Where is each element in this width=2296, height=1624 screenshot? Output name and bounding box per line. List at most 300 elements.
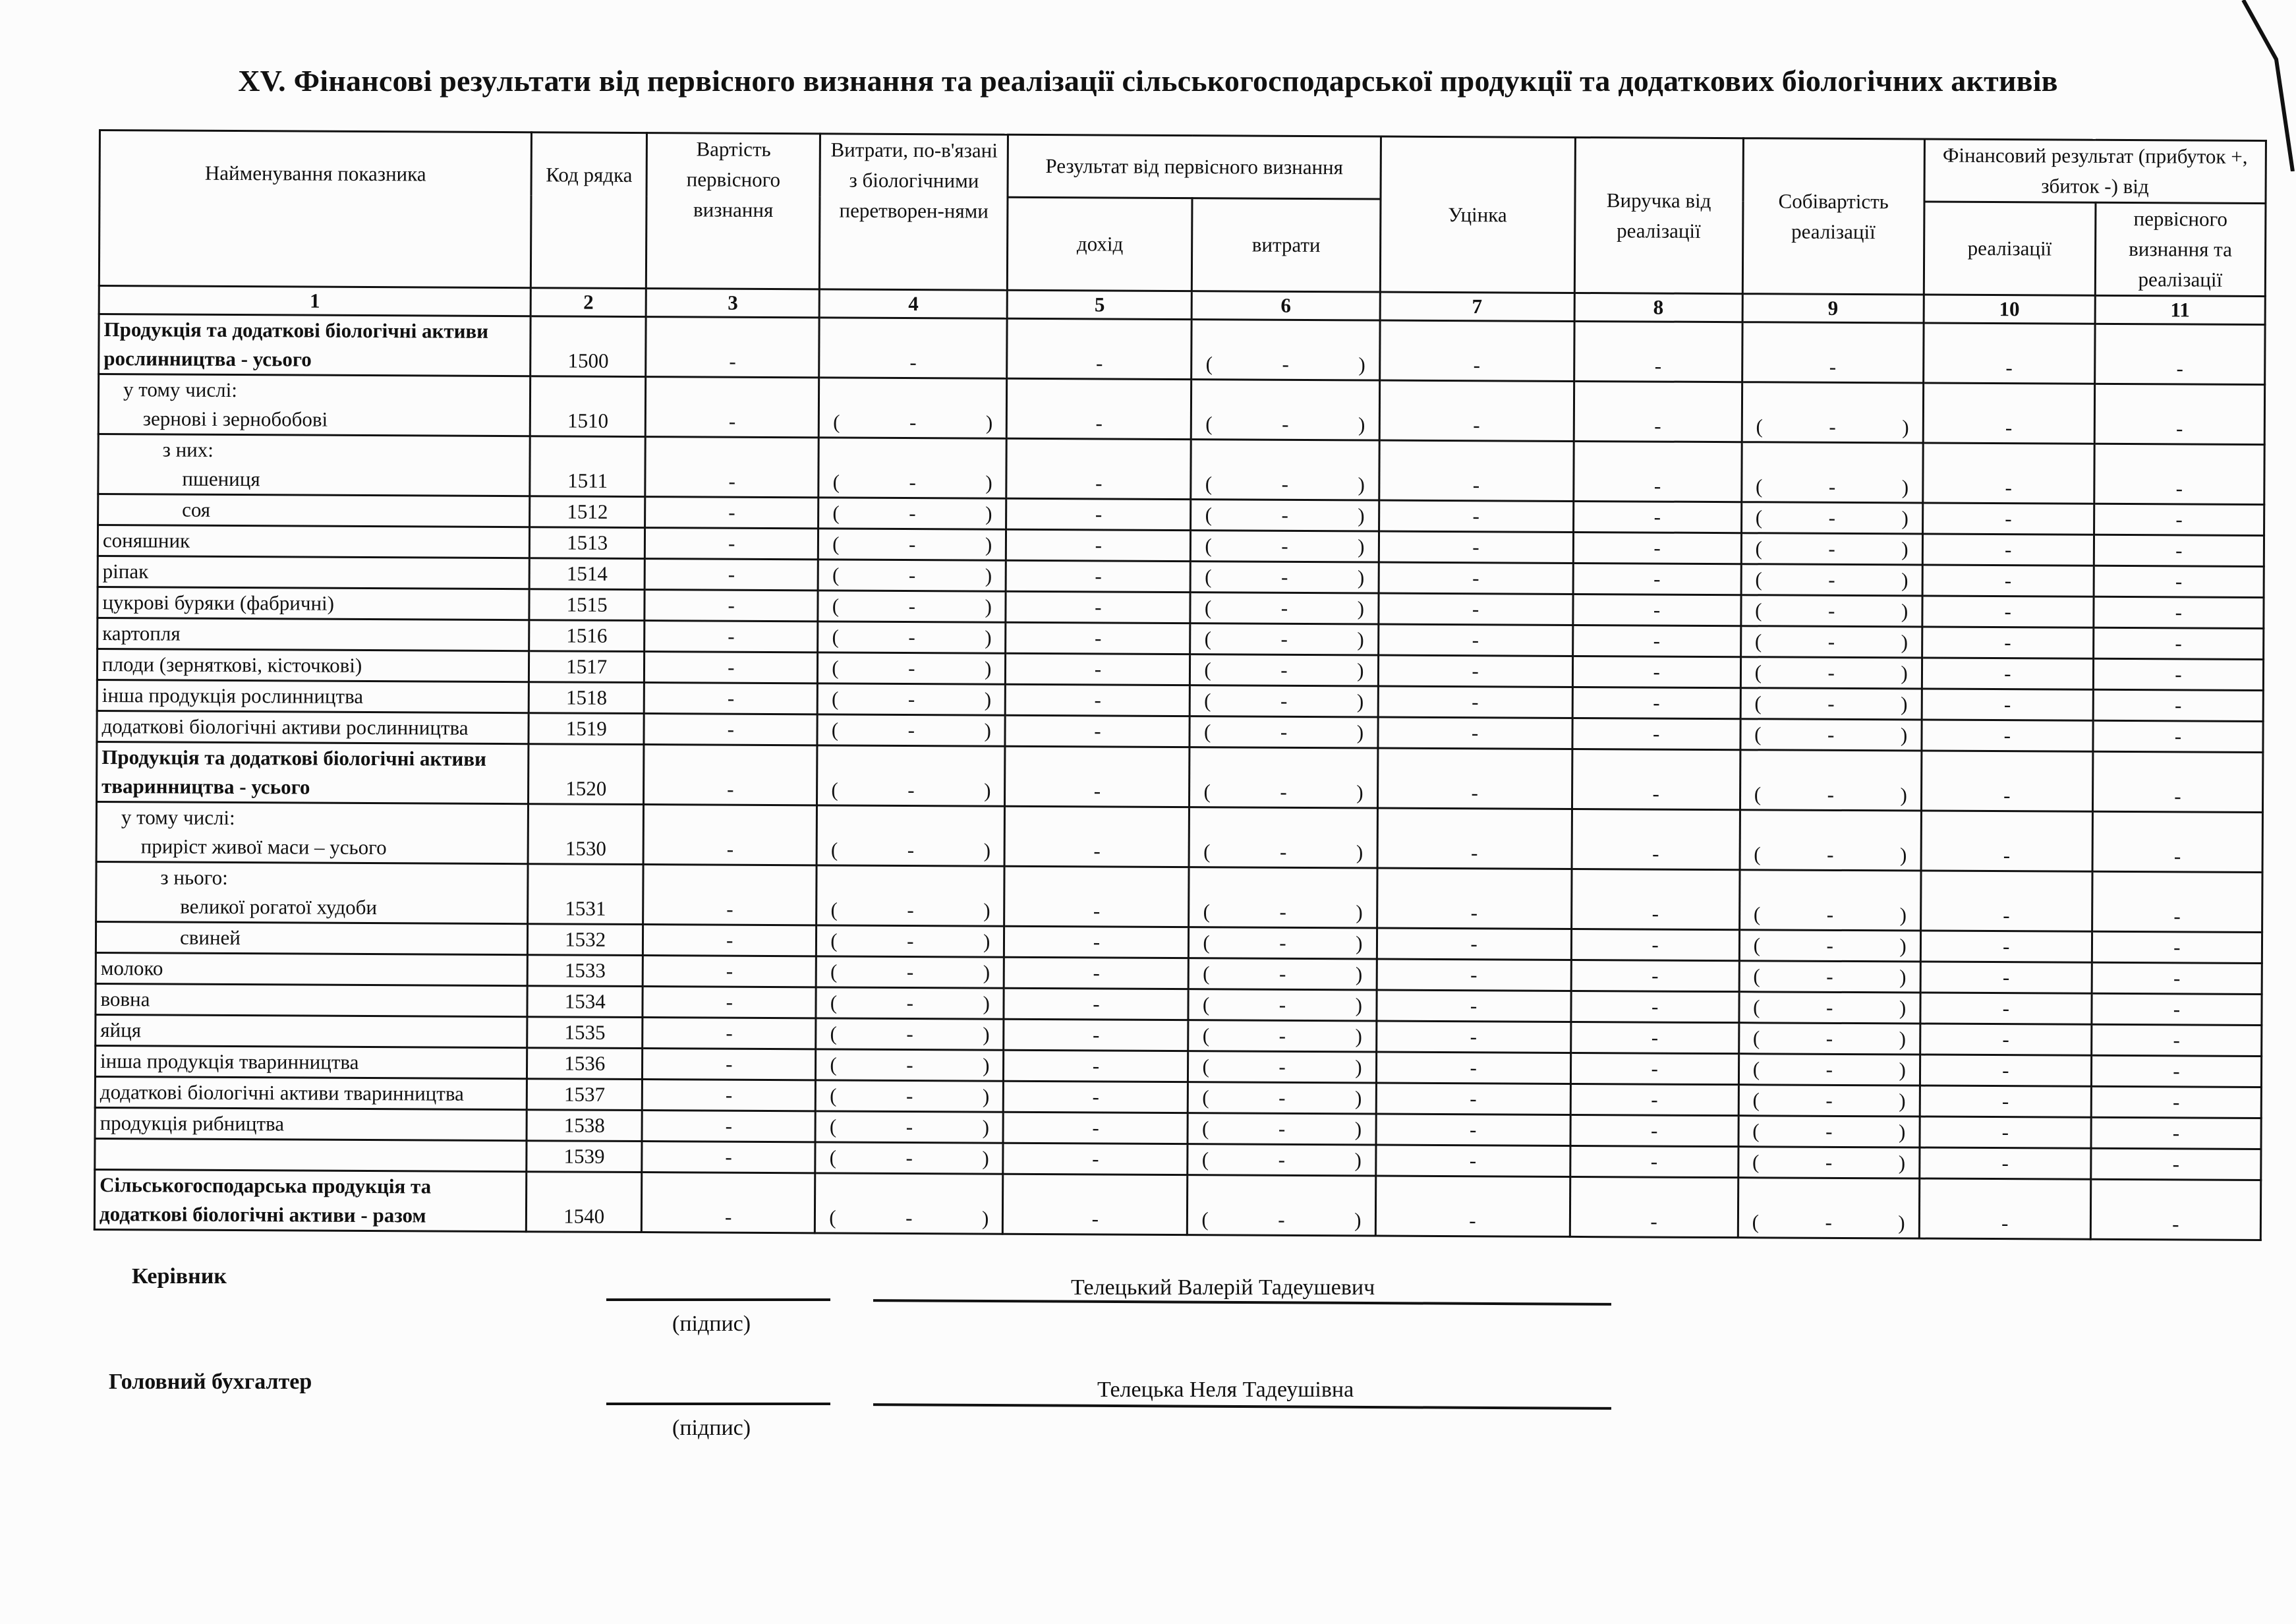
value-cell: -: [1376, 1021, 1570, 1053]
page-title: XV. Фінансові результати від первісного визнання та реалізації сільськогосподарської продукції та додаткових біологічних активів: [238, 64, 2058, 98]
value-cell: [817, 745, 1006, 806]
cell-value: -: [905, 1115, 913, 1139]
open-paren: (: [1203, 840, 1211, 863]
value-cell: -: [1572, 749, 1740, 809]
cell-value: -: [1279, 931, 1286, 954]
open-paren: (: [1203, 720, 1211, 743]
value-cell: [1740, 688, 1922, 720]
value-cell: -: [2094, 444, 2265, 504]
value-cell: -: [1005, 715, 1190, 747]
cell-value: -: [1278, 1055, 1286, 1078]
value-cell: -: [1379, 500, 1573, 532]
value-cell: -: [2094, 324, 2265, 384]
value-cell: [1740, 719, 1922, 751]
value-cell: -: [1377, 748, 1572, 809]
value-cell: -: [1377, 928, 1571, 960]
value-cell: -: [643, 805, 817, 865]
row-label: великої рогатої худоби: [180, 894, 378, 919]
value-cell: [816, 1080, 1004, 1112]
header-initial-cost: Вартість первісного визнання: [646, 133, 820, 289]
value-cell: -: [645, 652, 818, 683]
row-name: [96, 1014, 527, 1047]
open-paren: (: [1205, 534, 1212, 558]
column-number: 4: [819, 289, 1007, 318]
row-name: [99, 314, 531, 376]
close-paren: ): [985, 564, 992, 587]
value-cell: -: [645, 528, 818, 560]
value-cell: -: [643, 987, 816, 1018]
row-label: вовна: [100, 987, 150, 1011]
close-paren: ): [1358, 504, 1365, 527]
row-label: яйця: [100, 1018, 142, 1042]
row-prefix: з нього:: [160, 865, 228, 889]
value-cell: -: [1378, 624, 1572, 656]
row-label: інша продукція тваринництва: [100, 1049, 359, 1074]
close-paren: ): [1355, 962, 1363, 986]
column-number: 9: [1742, 294, 1924, 323]
value-cell: -: [643, 1018, 816, 1049]
value-cell: -: [2093, 720, 2263, 752]
close-paren: ): [1356, 840, 1363, 864]
close-paren: ): [1354, 1208, 1362, 1232]
value-cell: -: [1570, 1053, 1738, 1084]
open-paren: (: [1753, 964, 1760, 988]
close-paren: ): [1901, 630, 1909, 654]
value-cell: [1739, 961, 1920, 993]
close-paren: ): [982, 1146, 989, 1170]
value-cell: -: [1920, 931, 2092, 962]
header-expenses: витрати: [1192, 198, 1381, 292]
open-paren: (: [829, 1146, 837, 1169]
value-cell: -: [1004, 866, 1190, 927]
cell-value: -: [1278, 993, 1286, 1016]
value-cell: -: [1006, 622, 1190, 654]
close-paren: ): [1358, 353, 1365, 376]
value-cell: -: [1922, 689, 2093, 720]
value-cell: [1740, 657, 1922, 689]
value-cell: [816, 1049, 1004, 1081]
director-label: Керівник: [132, 1264, 227, 1289]
close-paren: ): [984, 718, 992, 742]
close-paren: ): [1900, 843, 1907, 867]
row-code: 1511: [530, 436, 645, 497]
value-cell: [1190, 654, 1378, 686]
value-cell: -: [1377, 717, 1572, 749]
row-code: 1539: [527, 1141, 642, 1173]
open-paren: (: [1754, 722, 1762, 746]
value-cell: [817, 865, 1005, 926]
value-cell: [1741, 442, 1923, 503]
open-paren: (: [832, 563, 840, 587]
open-paren: (: [1753, 902, 1761, 926]
table-body: [94, 314, 2265, 1240]
close-paren: ): [982, 1115, 990, 1139]
value-cell: -: [1006, 560, 1190, 592]
close-paren: ): [1358, 413, 1365, 436]
value-cell: -: [1376, 990, 1570, 1022]
row-label: інша продукція рослинництва: [101, 683, 364, 708]
value-cell: -: [1920, 962, 2092, 993]
open-paren: (: [1202, 1055, 1209, 1078]
open-paren: (: [1752, 1026, 1760, 1050]
close-paren: ): [984, 778, 991, 802]
cell-value: -: [906, 1022, 913, 1046]
cell-value: -: [1825, 1088, 1833, 1112]
value-cell: [1191, 500, 1379, 531]
cell-value: -: [1825, 1150, 1833, 1174]
open-paren: (: [1752, 1088, 1760, 1112]
value-cell: [1740, 626, 1922, 658]
value-cell: [817, 925, 1004, 957]
cell-value: -: [906, 1053, 913, 1077]
cell-value: -: [1828, 536, 1835, 560]
open-paren: (: [1755, 536, 1763, 560]
value-cell: -: [1922, 627, 2093, 658]
header-fin-result-group: Фінансовий результат (прибуток +, збиток -) від: [1924, 139, 2266, 204]
close-paren: ): [985, 502, 992, 525]
close-paren: ): [1901, 661, 1908, 685]
row-name: [95, 1138, 527, 1171]
close-paren: ): [983, 1053, 990, 1077]
row-prefix: з них:: [162, 438, 214, 461]
value-cell: -: [1004, 957, 1189, 989]
open-paren: (: [829, 1205, 836, 1229]
value-cell: -: [2094, 504, 2264, 535]
row-label: ріпак: [102, 560, 149, 583]
value-cell: [1188, 1113, 1375, 1145]
close-paren: ): [1901, 475, 1909, 499]
value-cell: -: [2092, 931, 2262, 963]
value-cell: -: [642, 1173, 816, 1233]
value-cell: [1190, 685, 1378, 717]
cell-value: -: [1278, 1207, 1285, 1231]
value-cell: -: [2094, 596, 2264, 628]
close-paren: ): [984, 687, 992, 711]
cell-value: -: [907, 929, 914, 953]
open-paren: (: [1754, 629, 1762, 653]
row-name: [96, 983, 527, 1016]
row-code: 1538: [527, 1110, 642, 1142]
cell-value: -: [1279, 840, 1287, 863]
column-number: 2: [531, 288, 646, 317]
value-cell: -: [643, 865, 817, 925]
open-paren: (: [1203, 900, 1211, 923]
row-label: Продукція та додаткові біологічні активи тваринництва - усього: [101, 745, 487, 799]
close-paren: ): [1354, 1148, 1362, 1172]
accountant-name: Телецька Неля Тадеушівна: [1097, 1378, 1354, 1402]
value-cell: -: [2094, 384, 2265, 444]
value-cell: [1188, 1144, 1375, 1176]
row-code: 1532: [528, 924, 643, 956]
value-cell: -: [1922, 503, 2094, 535]
value-cell: -: [1572, 687, 1740, 718]
close-paren: ): [1358, 535, 1365, 558]
value-cell: -: [1572, 625, 1740, 656]
close-paren: ): [1357, 658, 1364, 682]
close-paren: ): [1356, 720, 1364, 744]
open-paren: (: [1752, 1150, 1760, 1174]
value-cell: [818, 438, 1007, 498]
value-cell: -: [1571, 869, 1740, 929]
value-cell: -: [2093, 658, 2263, 690]
row-name: [96, 952, 527, 985]
close-paren: ): [1355, 993, 1363, 1017]
value-cell: -: [645, 437, 819, 498]
header-fin-initial-and-sales: первісного визнання та реалізації: [2095, 202, 2266, 296]
close-paren: ): [1358, 473, 1365, 496]
value-cell: -: [1920, 1147, 2091, 1179]
scan-edge-mark: [2224, 0, 2296, 171]
open-paren: (: [831, 778, 838, 801]
column-number: 3: [646, 289, 819, 318]
value-cell: [1738, 1178, 1920, 1238]
value-cell: -: [1377, 868, 1572, 929]
value-cell: -: [2091, 1024, 2261, 1056]
close-paren: ): [985, 594, 992, 618]
row-label: соя: [182, 498, 211, 521]
cell-value: -: [909, 471, 916, 494]
value-cell: [1738, 1116, 1920, 1147]
value-cell: [818, 591, 1006, 622]
close-paren: ): [1355, 1055, 1362, 1079]
open-paren: (: [832, 687, 839, 710]
value-cell: [1740, 810, 1922, 871]
cell-value: -: [1278, 1024, 1286, 1047]
row-name: [98, 556, 529, 589]
row-prefix: у тому числі:: [123, 378, 237, 402]
close-paren: ): [1355, 1024, 1362, 1048]
value-cell: [1190, 747, 1378, 808]
value-cell: -: [1922, 596, 2094, 627]
open-paren: (: [1755, 475, 1763, 498]
value-cell: -: [644, 714, 817, 745]
open-paren: (: [1201, 1207, 1209, 1231]
row-label: додаткові біологічні активи рослинництва: [101, 714, 469, 740]
value-cell: -: [1007, 378, 1192, 439]
row-label: додаткові біологічні активи тваринництва: [100, 1080, 464, 1105]
value-cell: [818, 652, 1006, 684]
value-cell: -: [2092, 751, 2263, 812]
value-cell: [817, 683, 1005, 715]
value-cell: [1191, 320, 1380, 380]
row-name: [95, 1045, 527, 1078]
cell-value: -: [1825, 1026, 1833, 1050]
row-name: [98, 587, 529, 620]
value-cell: [1738, 1147, 1919, 1178]
row-name: [98, 494, 530, 527]
open-paren: (: [1201, 1116, 1209, 1140]
row-name: [96, 801, 529, 863]
value-cell: -: [1921, 811, 2093, 871]
header-income: дохід: [1008, 197, 1193, 291]
value-cell: -: [646, 317, 820, 378]
value-cell: [817, 805, 1005, 866]
value-cell: -: [1919, 1178, 2091, 1239]
cell-value: -: [907, 838, 915, 862]
cell-value: -: [1826, 964, 1833, 988]
cell-value: -: [1280, 689, 1288, 712]
value-cell: [815, 1142, 1003, 1174]
row-code: 1516: [529, 620, 645, 652]
row-label: Сільськогосподарська продукція та додаткові біологічні активи - разом: [99, 1173, 432, 1227]
table-row: [94, 1169, 2260, 1240]
cell-value: -: [1282, 352, 1290, 376]
row-code: 1512: [530, 496, 645, 528]
value-cell: -: [1922, 565, 2094, 596]
value-cell: -: [645, 590, 818, 622]
value-cell: -: [1574, 381, 1742, 442]
cell-value: -: [908, 564, 916, 587]
open-paren: (: [1755, 598, 1762, 622]
value-cell: [1190, 807, 1378, 868]
row-name: [98, 618, 529, 651]
row-name: [97, 741, 529, 803]
value-cell: -: [1572, 718, 1740, 749]
value-cell: -: [1921, 751, 2093, 811]
value-cell: [1741, 502, 1922, 534]
table-row: [98, 434, 2264, 505]
row-name: [96, 861, 529, 923]
close-paren: ): [981, 1206, 989, 1230]
row-name: [94, 1169, 527, 1231]
value-cell: -: [1379, 531, 1573, 563]
close-paren: ): [1357, 566, 1365, 589]
row-code: 1518: [529, 682, 644, 714]
row-code: 1535: [527, 1017, 643, 1049]
value-cell: -: [1572, 594, 1740, 625]
cell-value: -: [1827, 691, 1835, 715]
open-paren: (: [830, 929, 838, 952]
value-cell: -: [2091, 1148, 2261, 1180]
value-cell: [1742, 382, 1924, 443]
open-paren: (: [1755, 506, 1763, 529]
open-paren: (: [1754, 660, 1762, 684]
open-paren: (: [830, 1084, 837, 1107]
close-paren: ): [1901, 599, 1909, 623]
value-cell: -: [645, 621, 818, 652]
director-name: Телецький Валерій Тадеушевич: [1071, 1275, 1375, 1300]
cell-value: -: [1279, 962, 1286, 985]
cell-value: -: [906, 960, 914, 984]
row-label: свиней: [179, 925, 241, 950]
value-cell: -: [1572, 656, 1740, 687]
cell-value: -: [1825, 1057, 1833, 1081]
cell-value: -: [1281, 472, 1289, 496]
close-paren: ): [982, 1084, 990, 1108]
close-paren: ): [1899, 1027, 1907, 1051]
value-cell: -: [645, 497, 818, 529]
value-cell: -: [1375, 1176, 1570, 1236]
cell-value: -: [1281, 503, 1288, 527]
value-cell: -: [1379, 562, 1573, 594]
cell-value: -: [1828, 506, 1836, 529]
open-paren: (: [1753, 995, 1760, 1019]
table-row: [96, 861, 2262, 932]
column-number: 7: [1380, 292, 1574, 321]
value-cell: -: [1920, 1116, 2091, 1148]
open-paren: (: [1204, 658, 1211, 682]
value-cell: -: [2092, 811, 2263, 872]
cell-value: -: [1280, 627, 1288, 651]
row-code: 1536: [527, 1048, 643, 1080]
value-cell: -: [1573, 441, 1742, 502]
value-cell: [1738, 1023, 1920, 1055]
value-cell: -: [645, 559, 818, 591]
value-cell: -: [2091, 1086, 2261, 1118]
results-table-wrapper: [94, 129, 2267, 1241]
value-cell: [1741, 533, 1922, 565]
value-cell: -: [1573, 501, 1741, 533]
value-cell: -: [1006, 529, 1191, 561]
cell-value: -: [1827, 660, 1835, 684]
cell-value: -: [905, 1206, 913, 1230]
value-cell: [1190, 624, 1378, 655]
open-paren: (: [830, 1022, 838, 1045]
value-cell: -: [1379, 440, 1574, 501]
open-paren: (: [831, 718, 839, 741]
open-paren: (: [1204, 596, 1212, 620]
cell-value: -: [1827, 629, 1835, 653]
close-paren: ): [983, 838, 991, 862]
row-code: 1519: [529, 713, 644, 745]
table-row: [97, 741, 2263, 812]
cell-value: -: [1825, 1119, 1833, 1143]
value-cell: [1189, 867, 1377, 928]
value-cell: [1741, 595, 1922, 627]
value-cell: -: [1378, 686, 1572, 718]
value-cell: [816, 987, 1004, 1019]
value-cell: -: [2090, 1179, 2261, 1240]
value-cell: -: [2091, 1117, 2261, 1149]
open-paren: (: [1202, 993, 1210, 1016]
open-paren: (: [830, 991, 838, 1014]
cell-value: -: [908, 625, 915, 649]
value-cell: -: [2093, 627, 2263, 659]
close-paren: ): [1356, 931, 1363, 955]
value-cell: -: [1920, 1055, 2091, 1086]
row-label: картопля: [102, 622, 181, 645]
open-paren: (: [1752, 1119, 1760, 1143]
open-paren: (: [1205, 352, 1213, 376]
open-paren: (: [1756, 415, 1763, 438]
cell-value: -: [1825, 995, 1833, 1019]
cell-value: -: [907, 718, 915, 742]
accountant-name-line: [873, 1403, 1611, 1410]
cell-value: -: [1828, 567, 1835, 591]
row-label: пшениця: [182, 467, 260, 491]
row-code: 1531: [528, 864, 643, 925]
value-cell: -: [1003, 1143, 1188, 1174]
open-paren: (: [1202, 1086, 1209, 1109]
value-cell: -: [1377, 959, 1571, 991]
open-paren: (: [1752, 1210, 1760, 1234]
financial-results-table: [94, 129, 2267, 1241]
close-paren: ): [1356, 900, 1363, 924]
value-cell: -: [2092, 993, 2262, 1025]
close-paren: ): [1899, 903, 1907, 927]
value-cell: -: [1572, 809, 1740, 869]
open-paren: (: [1202, 1024, 1210, 1047]
value-cell: -: [1379, 320, 1574, 381]
value-cell: [1191, 440, 1379, 500]
value-cell: [1738, 1085, 1920, 1116]
header-name: Найменування показника: [99, 130, 531, 288]
row-code: 1540: [527, 1172, 642, 1232]
table-row: [98, 374, 2264, 445]
value-cell: -: [1570, 1146, 1738, 1177]
row-name: [97, 649, 529, 682]
row-code: 1534: [527, 986, 643, 1018]
